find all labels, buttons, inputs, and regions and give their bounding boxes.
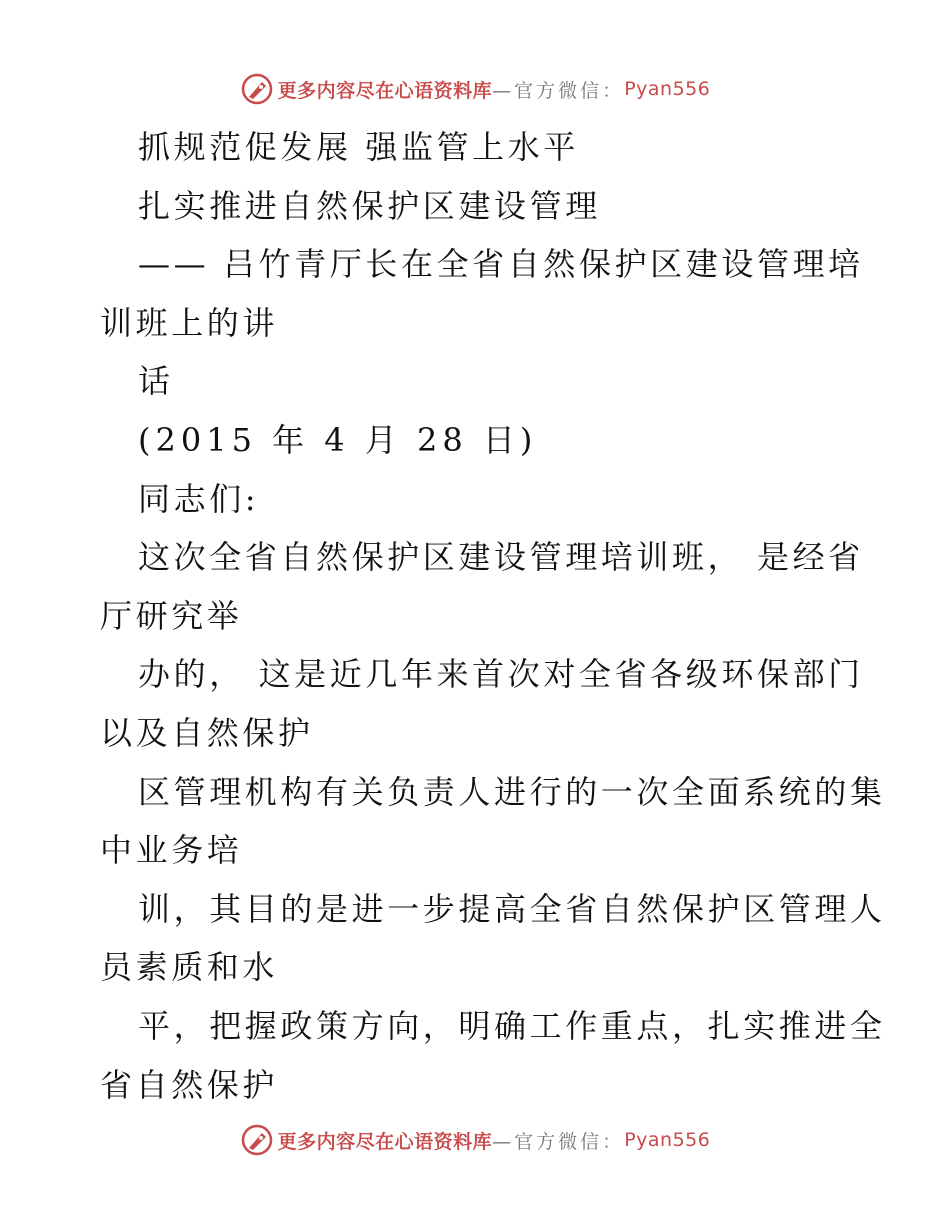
pen-nib-logo-icon bbox=[240, 1123, 274, 1157]
doc-subtitle-line-3: 话 bbox=[138, 362, 174, 401]
paragraph-line: 办的， 这是近几年来首次对全省各级环保部门 bbox=[138, 655, 864, 694]
paragraph-line: 中业务培 bbox=[100, 831, 243, 870]
doc-date: (2015 年 4 月 28 日) bbox=[138, 420, 538, 459]
watermark-separator: —官方微信： bbox=[492, 1130, 625, 1153]
header-watermark bbox=[0, 72, 950, 106]
watermark-separator: —官方微信： bbox=[492, 79, 625, 102]
watermark-wechat-id: Pyan556 bbox=[624, 1129, 711, 1151]
paragraph-line: 区管理机构有关负责人进行的一次全面系统的集 bbox=[138, 772, 886, 811]
doc-subtitle-line-1: —— 吕竹青厅长在全省自然保护区建设管理培 bbox=[138, 245, 864, 284]
doc-title-line-1: 抓规范促发展 强监管上水平 bbox=[138, 128, 579, 166]
document-body bbox=[100, 118, 886, 1114]
paragraph-line: 这次全省自然保护区建设管理培训班， 是经省 bbox=[138, 538, 864, 577]
watermark-brand: 更多内容尽在心语资料库 bbox=[277, 1130, 493, 1153]
paragraph-line: 以及自然保护 bbox=[100, 713, 314, 752]
footer-watermark bbox=[0, 1123, 950, 1157]
paragraph-line: 省自然保护 bbox=[100, 1065, 279, 1104]
pen-nib-logo-icon bbox=[240, 72, 274, 106]
doc-title-line-2: 扎实推进自然保护区建设管理 bbox=[138, 186, 601, 225]
doc-subtitle-line-2: 训班上的讲 bbox=[100, 303, 279, 342]
paragraph-line: 员素质和水 bbox=[100, 948, 279, 987]
doc-salutation: 同志们: bbox=[138, 479, 260, 518]
watermark-wechat-id: Pyan556 bbox=[624, 78, 711, 100]
watermark-brand: 更多内容尽在心语资料库 bbox=[277, 79, 493, 102]
paragraph-line: 厅研究举 bbox=[100, 596, 243, 635]
paragraph-line: 训，其目的是进一步提高全省自然保护区管理人 bbox=[138, 889, 886, 928]
paragraph-line: 平，把握政策方向，明确工作重点，扎实推进全 bbox=[138, 1006, 886, 1045]
